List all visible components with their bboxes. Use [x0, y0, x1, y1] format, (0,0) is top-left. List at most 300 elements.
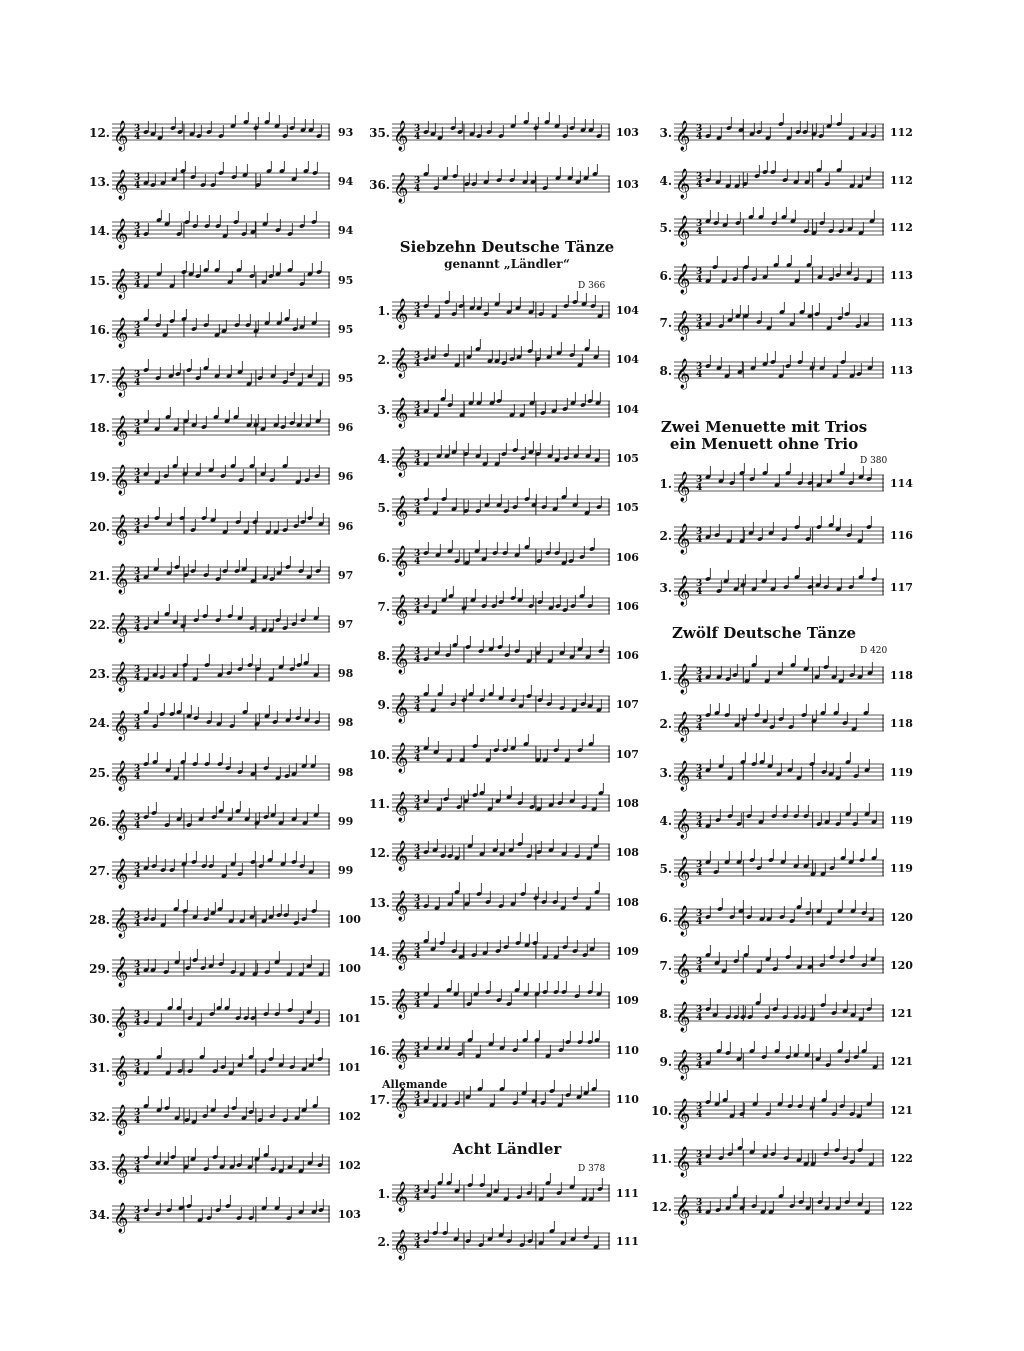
- svg-text:4: 4: [696, 964, 703, 975]
- music-staff: [112, 1096, 330, 1136]
- incipit-number: 15.: [89, 273, 110, 288]
- page-number: 97: [338, 568, 354, 582]
- incipit-row: [82, 850, 352, 890]
- svg-text:4: 4: [414, 310, 421, 320]
- music-staff: [392, 1079, 610, 1119]
- svg-text:4: 4: [134, 919, 141, 930]
- svg-text:3: 3: [414, 795, 421, 805]
- treble-clef-icon: 𝄞: [393, 1230, 409, 1260]
- incipit-number: 16.: [89, 322, 110, 337]
- incipit-number: 1.: [377, 1187, 390, 1201]
- incipit-row: [82, 604, 352, 644]
- svg-text:4: 4: [414, 852, 421, 863]
- page-number: 98: [338, 765, 354, 779]
- incipit-number: 3.: [659, 765, 672, 780]
- svg-text:3: 3: [696, 361, 703, 372]
- treble-clef-icon: 𝄞: [113, 809, 129, 840]
- incipit-row: [644, 1090, 934, 1130]
- incipit-row: [82, 702, 352, 742]
- incipit-number: 12.: [89, 126, 110, 140]
- svg-text:3: 3: [696, 314, 703, 324]
- svg-text:3: 3: [134, 763, 141, 774]
- incipit-row: [362, 164, 652, 204]
- siebzehn-catalog: D 366: [578, 281, 606, 291]
- page-number: 119: [890, 862, 913, 876]
- incipit-row: [644, 302, 934, 342]
- treble-clef-icon: 𝄞: [393, 742, 409, 773]
- incipit-number: 19.: [89, 470, 110, 485]
- treble-clef-icon: 𝄞: [675, 216, 691, 246]
- incipit-number: 7.: [377, 599, 390, 614]
- incipit-number: 2.: [377, 353, 390, 368]
- page-number: 116: [890, 529, 913, 542]
- siebzehn-title: Siebzehn Deutsche Tänze: [399, 238, 615, 256]
- treble-clef-icon: 𝄞: [393, 397, 409, 428]
- svg-text:4: 4: [414, 507, 421, 518]
- page-number: 120: [890, 910, 913, 924]
- acht-catalog: D 378: [578, 1164, 606, 1174]
- svg-text:4: 4: [134, 427, 141, 438]
- incipit-row: [644, 160, 934, 200]
- incipit-row: [644, 515, 934, 555]
- svg-text:3: 3: [134, 862, 141, 872]
- music-staff: [112, 702, 330, 742]
- incipit-row: [362, 734, 652, 774]
- incipit-row: [644, 703, 934, 743]
- page-number: 118: [890, 669, 913, 682]
- svg-text:4: 4: [696, 369, 703, 380]
- incipit-number: 34.: [89, 1208, 110, 1223]
- treble-clef-icon: 𝄞: [675, 1002, 691, 1033]
- incipit-number: 5.: [659, 862, 672, 877]
- page-number: 119: [890, 813, 913, 827]
- page-number: 95: [338, 322, 354, 336]
- svg-text:3: 3: [696, 860, 703, 871]
- music-staff: [392, 684, 610, 724]
- treble-clef-icon: 𝄞: [113, 268, 129, 299]
- incipit-number: 2.: [377, 1235, 390, 1249]
- page-number: 100: [338, 913, 361, 927]
- svg-text:3: 3: [134, 419, 141, 430]
- treble-clef-icon: 𝄞: [393, 644, 409, 675]
- incipit-row: [362, 586, 652, 626]
- svg-text:3: 3: [414, 647, 421, 658]
- svg-text:4: 4: [134, 525, 141, 536]
- svg-text:4: 4: [696, 227, 703, 237]
- svg-text:3: 3: [696, 1053, 703, 1064]
- treble-clef-icon: 𝄞: [113, 908, 129, 939]
- page-number: 110: [616, 1043, 639, 1057]
- incipit-number: 4.: [377, 451, 390, 466]
- incipit-row: [644, 350, 934, 390]
- incipit-row: [644, 207, 934, 247]
- svg-text:4: 4: [696, 819, 703, 830]
- treble-clef-icon: 𝄞: [675, 576, 691, 606]
- svg-text:3: 3: [696, 124, 703, 134]
- incipit-number: 35.: [369, 126, 390, 140]
- svg-text:3: 3: [696, 171, 703, 182]
- page-number: 95: [338, 372, 354, 385]
- incipit-row: [644, 752, 934, 792]
- incipit-number: 17.: [369, 1092, 390, 1107]
- svg-text:4: 4: [414, 655, 421, 666]
- page-number: 121: [890, 1103, 913, 1117]
- incipit-row: [82, 752, 352, 792]
- treble-clef-icon: 𝄞: [393, 594, 409, 625]
- svg-text:4: 4: [696, 723, 703, 734]
- music-staff: [674, 350, 884, 390]
- svg-text:4: 4: [696, 274, 703, 285]
- incipit-number: 17.: [89, 372, 110, 386]
- music-staff: [112, 407, 330, 447]
- treble-clef-icon: 𝄞: [113, 219, 129, 250]
- treble-clef-icon: 𝄞: [393, 1182, 409, 1212]
- svg-text:4: 4: [414, 950, 421, 961]
- music-staff: [674, 302, 884, 342]
- incipit-number: 14.: [369, 944, 390, 959]
- svg-text:3: 3: [134, 911, 141, 922]
- incipit-number: 27.: [89, 864, 110, 878]
- svg-text:4: 4: [414, 704, 421, 715]
- svg-text:3: 3: [696, 763, 703, 774]
- svg-text:4: 4: [134, 771, 141, 782]
- music-staff: [112, 899, 330, 939]
- svg-text:4: 4: [696, 1109, 703, 1120]
- page-number: 98: [338, 667, 354, 681]
- music-staff: [112, 112, 330, 152]
- treble-clef-icon: 𝄞: [113, 662, 129, 693]
- incipit-number: 3.: [659, 126, 672, 140]
- music-staff: [674, 207, 884, 247]
- page-number: 121: [890, 1055, 913, 1069]
- incipit-row: [362, 537, 652, 577]
- page-number: 101: [338, 1060, 361, 1074]
- incipit-number: 5.: [659, 221, 672, 235]
- incipit-number: 33.: [89, 1159, 110, 1174]
- treble-clef-icon: 𝄞: [113, 317, 129, 348]
- treble-clef-icon: 𝄞: [675, 905, 691, 936]
- incipit-number: 20.: [89, 519, 110, 534]
- page-number: 106: [616, 599, 639, 613]
- incipit-row: [644, 993, 934, 1033]
- incipit-number: 3.: [377, 402, 390, 417]
- svg-text:3: 3: [696, 266, 703, 277]
- page-number: 103: [616, 126, 639, 139]
- page-number: 96: [338, 421, 354, 435]
- incipit-number: 36.: [369, 178, 390, 192]
- treble-clef-icon: 𝄞: [675, 524, 691, 554]
- incipit-row: [82, 948, 361, 988]
- music-staff: [674, 945, 884, 985]
- incipit-row: [82, 210, 352, 250]
- svg-text:3: 3: [696, 527, 703, 537]
- music-staff: [674, 848, 884, 888]
- incipit-number: 11.: [369, 797, 390, 811]
- incipit-number: 22.: [89, 618, 110, 632]
- incipit-row: [82, 998, 361, 1038]
- treble-clef-icon: 𝄞: [675, 808, 691, 839]
- page-number: 105: [616, 451, 639, 465]
- svg-text:4: 4: [696, 868, 703, 879]
- incipit-number: 3.: [659, 581, 672, 595]
- treble-clef-icon: 𝄞: [393, 446, 409, 477]
- incipit-row: [644, 112, 934, 152]
- incipit-row: [362, 783, 652, 823]
- incipit-number: 1.: [659, 669, 672, 683]
- page-number: 122: [890, 1200, 913, 1214]
- incipit-row: [82, 555, 352, 595]
- page-number: 97: [338, 618, 354, 631]
- page-number: 106: [616, 649, 639, 663]
- svg-text:3: 3: [414, 124, 421, 134]
- page-number: 109: [616, 994, 639, 1008]
- music-staff: [112, 309, 330, 349]
- svg-text:3: 3: [414, 597, 421, 608]
- incipit-row: [644, 945, 934, 985]
- incipit-row: [362, 438, 652, 478]
- treble-clef-icon: 𝄞: [393, 792, 409, 822]
- treble-clef-icon: 𝄞: [393, 1038, 409, 1069]
- page-number: 107: [616, 747, 639, 761]
- music-staff: [674, 112, 884, 152]
- page-number: 112: [890, 126, 913, 139]
- incipit-number: 9.: [659, 1055, 672, 1070]
- music-staff: [674, 752, 884, 792]
- svg-text:4: 4: [414, 1000, 421, 1011]
- page-number: 99: [338, 864, 354, 877]
- incipit-number: 14.: [89, 224, 110, 239]
- page-number: 100: [338, 962, 361, 976]
- music-staff: [392, 1030, 610, 1070]
- music-staff: [392, 980, 610, 1020]
- svg-text:3: 3: [414, 351, 421, 362]
- page-number: 110: [616, 1092, 639, 1106]
- svg-text:3: 3: [134, 173, 141, 184]
- page-number: 103: [338, 1208, 361, 1222]
- music-staff: [392, 389, 610, 429]
- svg-text:4: 4: [134, 476, 141, 487]
- page-number: 112: [890, 221, 913, 234]
- treble-clef-icon: 𝄞: [393, 173, 409, 203]
- svg-text:3: 3: [414, 992, 421, 1003]
- page-number: 107: [616, 698, 639, 712]
- svg-text:3: 3: [696, 579, 703, 589]
- svg-text:3: 3: [414, 302, 421, 312]
- incipit-number: 13.: [369, 895, 390, 910]
- music-staff: [112, 752, 330, 792]
- svg-text:4: 4: [696, 1061, 703, 1072]
- music-staff: [112, 1047, 330, 1087]
- svg-text:4: 4: [134, 624, 141, 634]
- incipit-row: [362, 635, 652, 675]
- music-staff: [674, 463, 884, 503]
- svg-text:3: 3: [134, 616, 141, 626]
- treble-clef-icon: 𝄞: [113, 563, 129, 594]
- incipit-row: [362, 1030, 652, 1070]
- incipit-number: 4.: [659, 173, 672, 188]
- music-staff: [392, 290, 610, 330]
- music-staff: [392, 586, 610, 626]
- incipit-number: 6.: [659, 910, 672, 925]
- music-staff: [674, 1186, 884, 1226]
- music-staff: [112, 456, 330, 496]
- incipit-number: 26.: [89, 814, 110, 829]
- incipit-row: [644, 1041, 934, 1081]
- svg-text:4: 4: [134, 328, 141, 339]
- treble-clef-icon: 𝄞: [393, 693, 409, 724]
- treble-clef-icon: 𝄞: [675, 1098, 691, 1129]
- treble-clef-icon: 𝄞: [113, 613, 129, 643]
- treble-clef-icon: 𝄞: [675, 664, 691, 694]
- treble-clef-icon: 𝄞: [393, 939, 409, 970]
- allemande-tempo: Allemande: [382, 1078, 448, 1091]
- page-number: 93: [338, 126, 354, 139]
- music-staff: [674, 1090, 884, 1130]
- incipit-row: [644, 655, 934, 695]
- treble-clef-icon: 𝄞: [675, 121, 691, 151]
- svg-text:4: 4: [414, 408, 421, 419]
- page-number: 119: [890, 765, 913, 779]
- treble-clef-icon: 𝄞: [393, 348, 409, 379]
- treble-clef-icon: 𝄞: [675, 760, 691, 791]
- svg-text:4: 4: [696, 179, 703, 190]
- music-staff: [112, 1194, 330, 1234]
- treble-clef-icon: 𝄞: [675, 953, 691, 984]
- svg-text:4: 4: [414, 605, 421, 616]
- page-number: 121: [890, 1007, 913, 1021]
- treble-clef-icon: 𝄞: [113, 1105, 129, 1135]
- incipit-number: 8.: [377, 649, 390, 664]
- incipit-number: 28.: [89, 913, 110, 928]
- page-number: 122: [890, 1152, 913, 1165]
- svg-text:3: 3: [134, 517, 141, 528]
- svg-text:3: 3: [414, 696, 421, 707]
- svg-text:4: 4: [134, 968, 141, 979]
- incipit-row: [82, 801, 352, 841]
- svg-text:3: 3: [414, 400, 421, 411]
- treble-clef-icon: 𝄞: [113, 711, 129, 742]
- svg-text:4: 4: [414, 803, 421, 813]
- svg-text:3: 3: [414, 745, 421, 756]
- svg-text:3: 3: [696, 811, 703, 822]
- page-number: 111: [616, 1235, 639, 1248]
- music-staff: [392, 438, 610, 478]
- svg-text:4: 4: [134, 574, 141, 585]
- music-staff: [392, 1221, 610, 1261]
- page-number: 118: [890, 717, 913, 731]
- svg-text:4: 4: [414, 556, 421, 567]
- incipit-row: [362, 290, 652, 330]
- music-staff: [112, 358, 330, 398]
- treble-clef-icon: 𝄞: [393, 299, 409, 329]
- incipit-number: 6.: [377, 550, 390, 565]
- svg-text:3: 3: [414, 1090, 421, 1101]
- svg-text:3: 3: [696, 219, 703, 229]
- svg-text:3: 3: [414, 844, 421, 855]
- page-number: 109: [616, 944, 639, 958]
- svg-text:4: 4: [134, 722, 141, 733]
- music-staff: [112, 260, 330, 300]
- page-number: 113: [890, 363, 913, 377]
- music-staff: [112, 555, 330, 595]
- incipit-row: [644, 463, 934, 503]
- music-staff: [112, 850, 330, 890]
- treble-clef-icon: 𝄞: [393, 989, 409, 1020]
- music-staff: [392, 832, 610, 872]
- incipit-row: [362, 882, 652, 922]
- music-staff: [392, 339, 610, 379]
- zwei-title-2: ein Menuett ohne Trio: [669, 435, 859, 453]
- svg-text:3: 3: [696, 1198, 703, 1209]
- svg-text:3: 3: [134, 960, 141, 971]
- incipit-row: [362, 980, 652, 1020]
- music-staff: [112, 506, 330, 546]
- incipit-number: 32.: [89, 1110, 110, 1124]
- incipit-number: 31.: [89, 1060, 110, 1075]
- treble-clef-icon: 𝄞: [675, 712, 691, 743]
- page-number: 108: [616, 846, 639, 860]
- svg-text:3: 3: [696, 1101, 703, 1112]
- svg-text:4: 4: [134, 1214, 141, 1225]
- treble-clef-icon: 𝄞: [113, 121, 129, 151]
- treble-clef-icon: 𝄞: [675, 358, 691, 389]
- incipit-row: [82, 407, 352, 447]
- svg-text:4: 4: [134, 132, 141, 142]
- svg-text:4: 4: [134, 181, 141, 192]
- svg-text:4: 4: [414, 359, 421, 370]
- music-staff: [112, 653, 330, 693]
- treble-clef-icon: 𝄞: [675, 311, 691, 341]
- page-number: 117: [890, 581, 913, 594]
- incipit-row: [362, 684, 652, 724]
- incipit-row: [82, 1145, 361, 1185]
- svg-text:4: 4: [696, 1013, 703, 1024]
- incipit-number: 9.: [377, 698, 390, 713]
- svg-text:3: 3: [414, 1041, 421, 1052]
- svg-text:4: 4: [134, 1017, 141, 1028]
- incipit-row: [82, 1096, 361, 1136]
- page-number: 113: [890, 316, 913, 329]
- music-staff: [392, 112, 610, 152]
- page-number: 114: [890, 477, 913, 490]
- treble-clef-icon: 𝄞: [113, 859, 129, 889]
- incipit-row: [82, 112, 352, 152]
- svg-text:4: 4: [696, 916, 703, 927]
- treble-clef-icon: 𝄞: [675, 168, 691, 199]
- svg-text:3: 3: [414, 499, 421, 510]
- svg-text:4: 4: [134, 1066, 141, 1077]
- svg-text:3: 3: [134, 370, 141, 380]
- svg-text:3: 3: [134, 468, 141, 479]
- svg-text:3: 3: [414, 1185, 421, 1195]
- svg-text:3: 3: [696, 475, 703, 485]
- svg-text:3: 3: [134, 566, 141, 577]
- treble-clef-icon: 𝄞: [393, 1087, 409, 1118]
- treble-clef-icon: 𝄞: [113, 514, 129, 545]
- acht-title: Acht Ländler: [452, 1140, 562, 1158]
- treble-clef-icon: 𝄞: [393, 545, 409, 576]
- svg-text:4: 4: [414, 901, 421, 912]
- incipit-row: [362, 389, 652, 429]
- svg-text:4: 4: [414, 1193, 421, 1203]
- treble-clef-icon: 𝄞: [675, 263, 691, 294]
- incipit-row: [82, 1194, 361, 1234]
- incipit-row: [82, 1047, 361, 1087]
- treble-clef-icon: 𝄞: [113, 957, 129, 988]
- svg-text:3: 3: [134, 320, 141, 331]
- svg-text:4: 4: [696, 587, 703, 597]
- treble-clef-icon: 𝄞: [113, 465, 129, 496]
